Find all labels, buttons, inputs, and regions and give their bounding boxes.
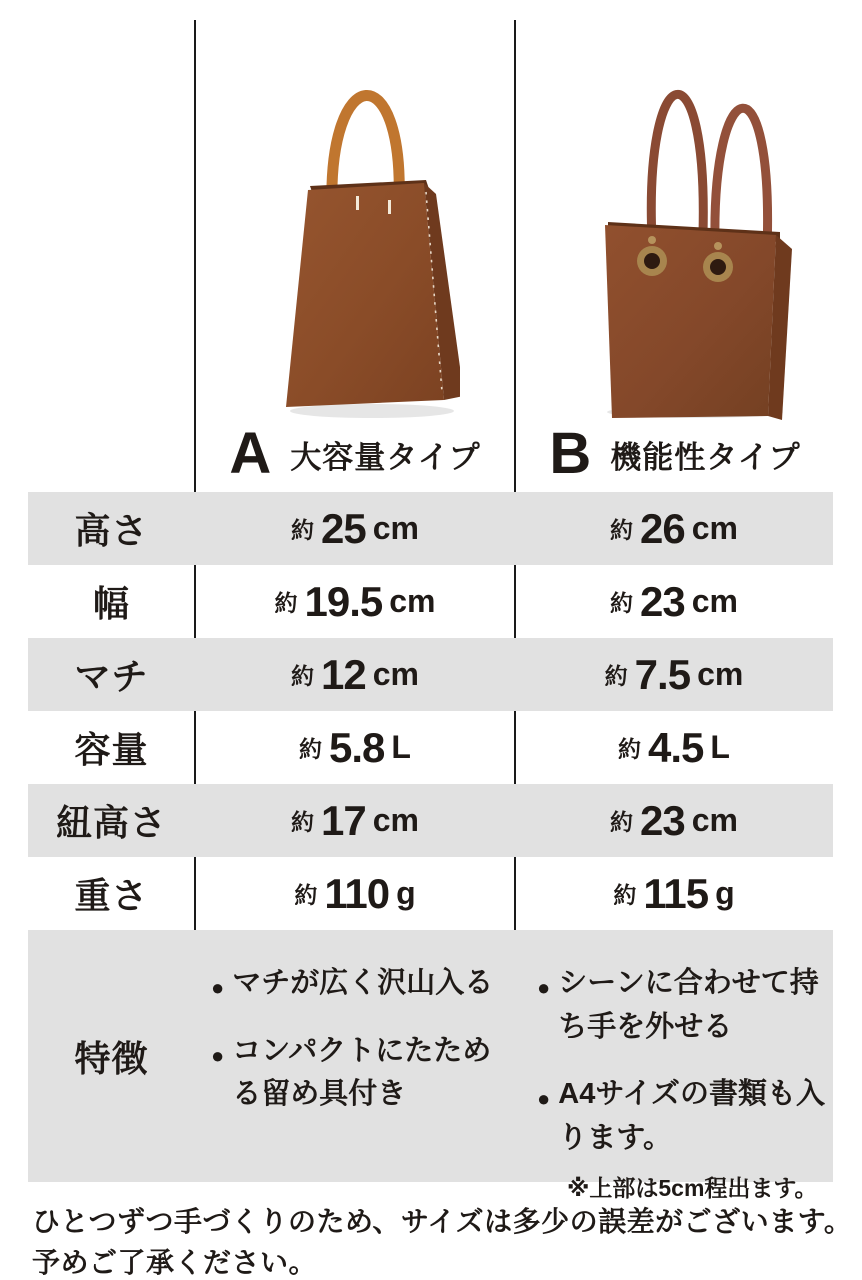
bag-b-photo (590, 28, 800, 420)
bag-b-strap-left (651, 94, 703, 240)
row-label: 容量 (74, 729, 149, 770)
value-unit: L (391, 729, 411, 765)
value-unit: cm (697, 656, 744, 692)
approx-prefix: 約 (610, 809, 634, 835)
approx-prefix: 約 (610, 590, 634, 616)
row-label: マチ (74, 656, 149, 697)
feature-text: マチが広く沢山入る (232, 967, 494, 999)
value-a (195, 784, 515, 857)
value-b (515, 492, 833, 565)
value-number: 4.5 (648, 723, 704, 771)
table-row-capacity (28, 711, 833, 784)
disclaimer-line-2: 予めご了承ください。 (32, 1246, 318, 1278)
bullet-icon: ● (537, 1086, 551, 1111)
bag-b-grommet-right-hole (710, 259, 726, 275)
bag-b-front-panel (605, 225, 776, 418)
approx-prefix: 約 (613, 882, 637, 908)
approx-prefix: 約 (299, 736, 323, 762)
bullet-icon: ● (211, 975, 225, 1000)
value-number: 7.5 (634, 650, 691, 698)
value-number: 12 (321, 650, 366, 698)
value-number: 23 (640, 577, 685, 625)
column-b-type-name: 機能性タイプ (610, 439, 801, 475)
bag-b-illustration (590, 28, 800, 420)
feature-item (211, 962, 493, 1006)
row-label: 紐高さ (55, 802, 167, 843)
features-a (195, 930, 515, 1182)
value-a (195, 857, 515, 930)
approx-prefix: 約 (618, 736, 642, 762)
disclaimer-line-1: ひとつずつ手づくりのため、サイズは多少の誤差がございます。 (32, 1206, 853, 1237)
value-unit: cm (691, 583, 738, 619)
value-unit: cm (691, 802, 738, 838)
value-unit: cm (691, 510, 738, 546)
bag-a-photo (280, 30, 460, 420)
bag-a-front-panel (286, 183, 444, 407)
feature-item (537, 1073, 827, 1160)
row-label: 重さ (74, 875, 149, 916)
feature-item (537, 962, 827, 1049)
value-unit: L (710, 729, 730, 765)
table-row-features (28, 930, 833, 1201)
approx-prefix: 約 (291, 517, 315, 543)
approx-prefix: 約 (291, 809, 315, 835)
approx-prefix: 約 (604, 663, 628, 689)
bag-b-stud-left (648, 236, 656, 244)
column-b-letter: B (549, 421, 591, 486)
row-label: 特徴 (74, 1037, 149, 1079)
approx-prefix: 約 (291, 663, 315, 689)
features-b (515, 930, 833, 1201)
bag-a-stitch-mark-right (388, 200, 391, 214)
feature-text: A4サイズの書類も入ります。 (558, 1078, 826, 1154)
value-b (515, 784, 833, 857)
value-unit: cm (389, 583, 436, 619)
column-a-letter: A (229, 421, 271, 486)
column-header-b (516, 416, 834, 492)
value-unit: g (396, 875, 416, 911)
approx-prefix: 約 (294, 882, 318, 908)
value-number: 19.5 (304, 577, 383, 625)
value-unit: g (715, 875, 735, 911)
value-number: 26 (640, 504, 685, 552)
table-row-height (28, 492, 833, 565)
bag-a-stitch-mark-left (356, 196, 359, 210)
bullet-icon: ● (211, 1042, 225, 1068)
value-unit: cm (372, 656, 419, 692)
row-label: 幅 (92, 583, 130, 624)
feature-text: シーンに合わせて持ち手を外せる (558, 967, 819, 1043)
bag-a-illustration (280, 30, 460, 420)
value-number: 17 (321, 796, 366, 844)
feature-note: ※上部は5cm程出ます。 (567, 1175, 818, 1201)
value-a (195, 711, 515, 784)
value-number: 110 (324, 869, 390, 917)
approx-prefix: 約 (610, 517, 634, 543)
table-row-width (28, 565, 833, 638)
bag-b-grommet-left-hole (644, 253, 660, 269)
value-unit: cm (372, 802, 419, 838)
value-b (515, 857, 833, 930)
disclaimer (32, 1202, 852, 1280)
value-b (515, 638, 833, 711)
bag-b-stud-right (714, 242, 722, 250)
column-a-type-name: 大容量タイプ (290, 439, 481, 475)
value-number: 25 (321, 504, 366, 552)
bullet-icon: ● (537, 975, 551, 1000)
feature-text: コンパクトにたためる留め具付き (232, 1034, 492, 1110)
value-a (195, 492, 515, 565)
value-a (195, 638, 515, 711)
value-b (515, 565, 833, 638)
value-unit: cm (372, 510, 419, 546)
table-row-strap-height (28, 784, 833, 857)
feature-item (211, 1030, 507, 1117)
value-number: 115 (643, 869, 709, 917)
approx-prefix: 約 (274, 590, 298, 616)
value-a (195, 565, 515, 638)
value-b (515, 711, 833, 784)
value-number: 23 (640, 796, 685, 844)
column-header-a (196, 416, 514, 492)
spec-table (28, 492, 833, 1201)
value-number: 5.8 (329, 723, 385, 771)
table-row-weight (28, 857, 833, 930)
row-label: 高さ (74, 510, 149, 551)
table-row-gusset (28, 638, 833, 711)
